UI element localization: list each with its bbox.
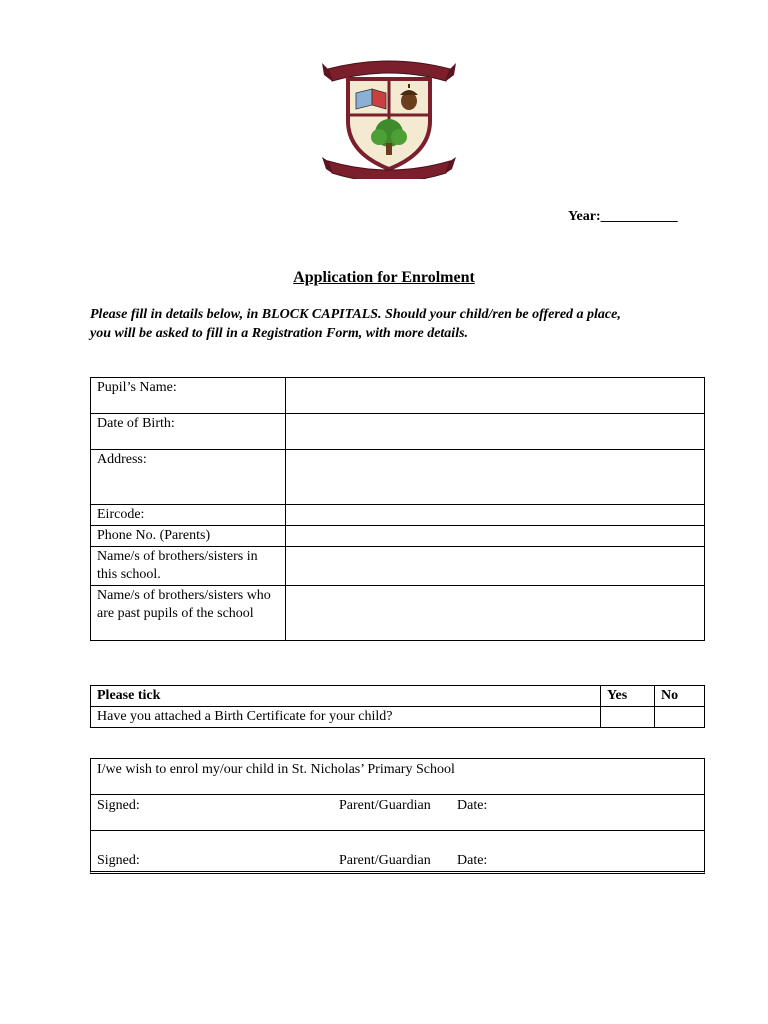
birth-certificate-yes-box[interactable] (601, 707, 655, 728)
checklist-table (90, 685, 705, 728)
year-field[interactable]: Year:___________ (568, 209, 678, 224)
form-title: Application for Enrolment (293, 269, 475, 286)
eircode-input[interactable] (286, 505, 705, 526)
parent-guardian-label-2: Parent/Guardian (339, 853, 431, 868)
table-row (91, 414, 705, 450)
address-label: Address: (91, 450, 286, 505)
phone-label: Phone No. (Parents) (91, 526, 286, 547)
date-of-birth-label: Date of Birth: (91, 414, 286, 450)
table-row (91, 586, 705, 641)
consent-box (90, 758, 705, 874)
instructions-line-1: Please fill in details below, in BLOCK CAPITALS. Should your child/ren be offered a place, (90, 307, 621, 322)
signature-row-1[interactable] (91, 795, 704, 831)
signed-label-2: Signed: (97, 853, 140, 868)
table-row (91, 707, 705, 728)
address-input[interactable] (286, 450, 705, 505)
siblings-past-pupils-label: Name/s of brothers/sisters who are past pupils of the school (91, 586, 286, 641)
phone-input[interactable] (286, 526, 705, 547)
school-crest-logo (322, 55, 456, 179)
pupil-details-table (90, 377, 705, 641)
birth-certificate-no-box[interactable] (655, 707, 705, 728)
table-row (91, 526, 705, 547)
signed-label-1: Signed: (97, 798, 140, 813)
parent-guardian-label-1: Parent/Guardian (339, 798, 431, 813)
instructions (90, 305, 690, 343)
siblings-in-school-label: Name/s of brothers/sisters in this school. (91, 547, 286, 586)
date-of-birth-input[interactable] (286, 414, 705, 450)
date-label-2: Date: (457, 853, 488, 868)
table-row (91, 547, 705, 586)
signature-row-2[interactable] (91, 831, 704, 871)
instructions-line-2: you will be asked to fill in a Registration Form, with more details. (90, 326, 469, 341)
table-row (91, 505, 705, 526)
date-label-1: Date: (457, 798, 488, 813)
table-row (91, 450, 705, 505)
pupil-name-input[interactable] (286, 378, 705, 414)
eircode-label: Eircode: (91, 505, 286, 526)
please-tick-header: Please tick (91, 686, 601, 707)
table-header-row (91, 686, 705, 707)
siblings-in-school-input[interactable] (286, 547, 705, 586)
consent-statement: I/we wish to enrol my/our child in St. Nicholas’ Primary School (97, 762, 455, 777)
consent-statement-row (91, 759, 704, 795)
birth-certificate-question: Have you attached a Birth Certificate for your child? (91, 707, 601, 728)
siblings-past-pupils-input[interactable] (286, 586, 705, 641)
no-header: No (655, 686, 705, 707)
pupil-name-label: Pupil’s Name: (91, 378, 286, 414)
yes-header: Yes (601, 686, 655, 707)
table-row (91, 378, 705, 414)
